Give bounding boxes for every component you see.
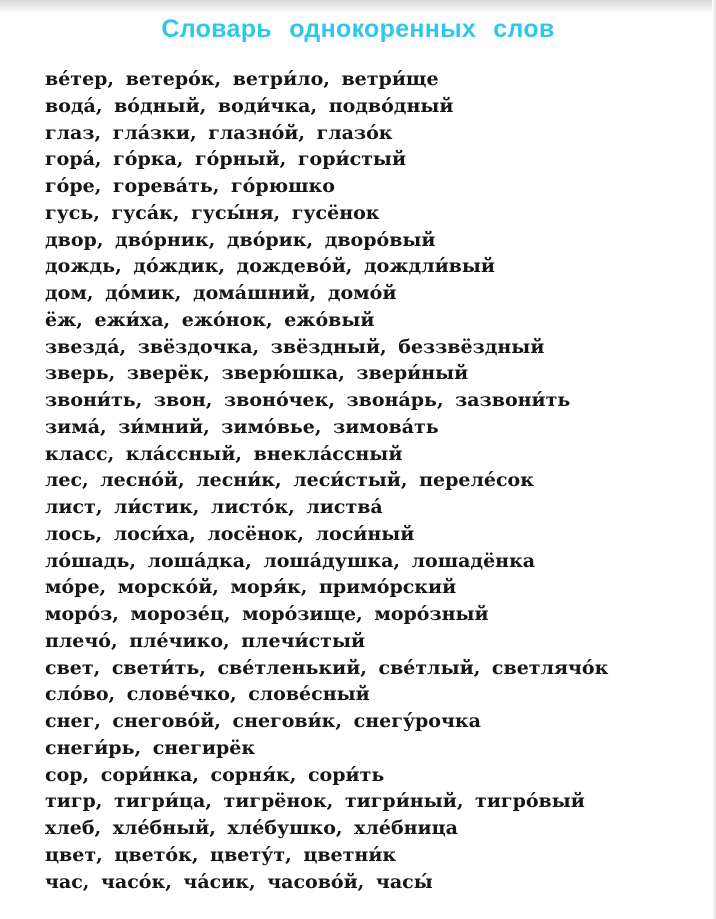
word-row: мо́ре, морско́й, моря́к, примо́рский: [45, 576, 457, 599]
word-row: зверь, зверёк, зверю́шка, звери́ный: [45, 362, 469, 385]
word-row: цвет, цвето́к, цвету́т, цветни́к: [45, 843, 397, 866]
word-row: сло́во, слове́чко, слове́сный: [45, 683, 370, 706]
word-row: час, часо́к, ча́сик, часово́й, часы́: [45, 870, 433, 893]
word-row: глаз, гла́зки, глазно́й, глазо́к: [45, 121, 393, 144]
word-row: дом, до́мик, дома́шний, домо́й: [45, 282, 397, 304]
word-row: ло́шадь, лоша́дка, лоша́душка, лошадёнка: [45, 549, 536, 572]
word-row: лось, лоси́ха, лосёнок, лоси́ный: [45, 522, 415, 545]
word-row: ёж, ежи́ха, ежо́нок, ежо́вый: [45, 308, 375, 331]
word-row: плечо́, пле́чико, плечи́стый: [45, 629, 366, 652]
word-row: класс, кла́ссный, внекла́ссный: [45, 442, 403, 465]
word-row: снег, снегово́й, снегови́к, снегу́рочка: [45, 710, 481, 732]
word-row: зима́, зи́мний, зимо́вье, зимова́ть: [45, 415, 439, 438]
word-row: дождь, до́ждик, дождево́й, дождли́вый: [45, 255, 496, 278]
word-list: [45, 66, 710, 895]
word-row: сор, сори́нка, сорня́к, сори́ть: [45, 763, 385, 786]
word-row: тигр, тигри́ца, тигрёнок, тигри́ный, тигро́вый: [45, 790, 585, 813]
word-row: снеги́рь, снегирёк: [45, 736, 256, 759]
word-row: гусь, гуса́к, гусы́ня, гусёнок: [45, 201, 380, 224]
top-edge-shadow: [0, 0, 716, 14]
word-row: свет, свети́ть, све́тленький, све́тлый, светлячо́к: [45, 656, 609, 679]
page-title: Словарь однокоренных слов: [161, 15, 555, 43]
word-row: хлеб, хле́бный, хле́бушко, хле́бница: [45, 817, 458, 839]
word-row: гора́, го́рка, го́рный, гори́стый: [45, 148, 407, 171]
word-row: звезда́, звёздочка, звёздный, беззвёздный: [45, 335, 545, 358]
word-row: го́ре, горева́ть, го́рюшко: [45, 175, 335, 197]
word-row: ве́тер, ветеро́к, ветри́ло, ветри́ще: [45, 68, 439, 90]
word-row: звони́ть, звон, звоно́чек, звона́рь, зазвони́ть: [45, 389, 571, 411]
word-row: моро́з, морозе́ц, моро́зище, моро́зный: [45, 603, 489, 625]
right-edge-shadow: [712, 0, 716, 919]
word-row: лес, лесно́й, лесни́к, леси́стый, переле́сок: [45, 469, 534, 492]
word-row: двор, дво́рник, дво́рик, дворо́вый: [45, 228, 436, 251]
word-row: вода́, во́дный, води́чка, подво́дный: [45, 94, 454, 117]
word-row: лист, ли́стик, листо́к, листва́: [45, 496, 383, 518]
